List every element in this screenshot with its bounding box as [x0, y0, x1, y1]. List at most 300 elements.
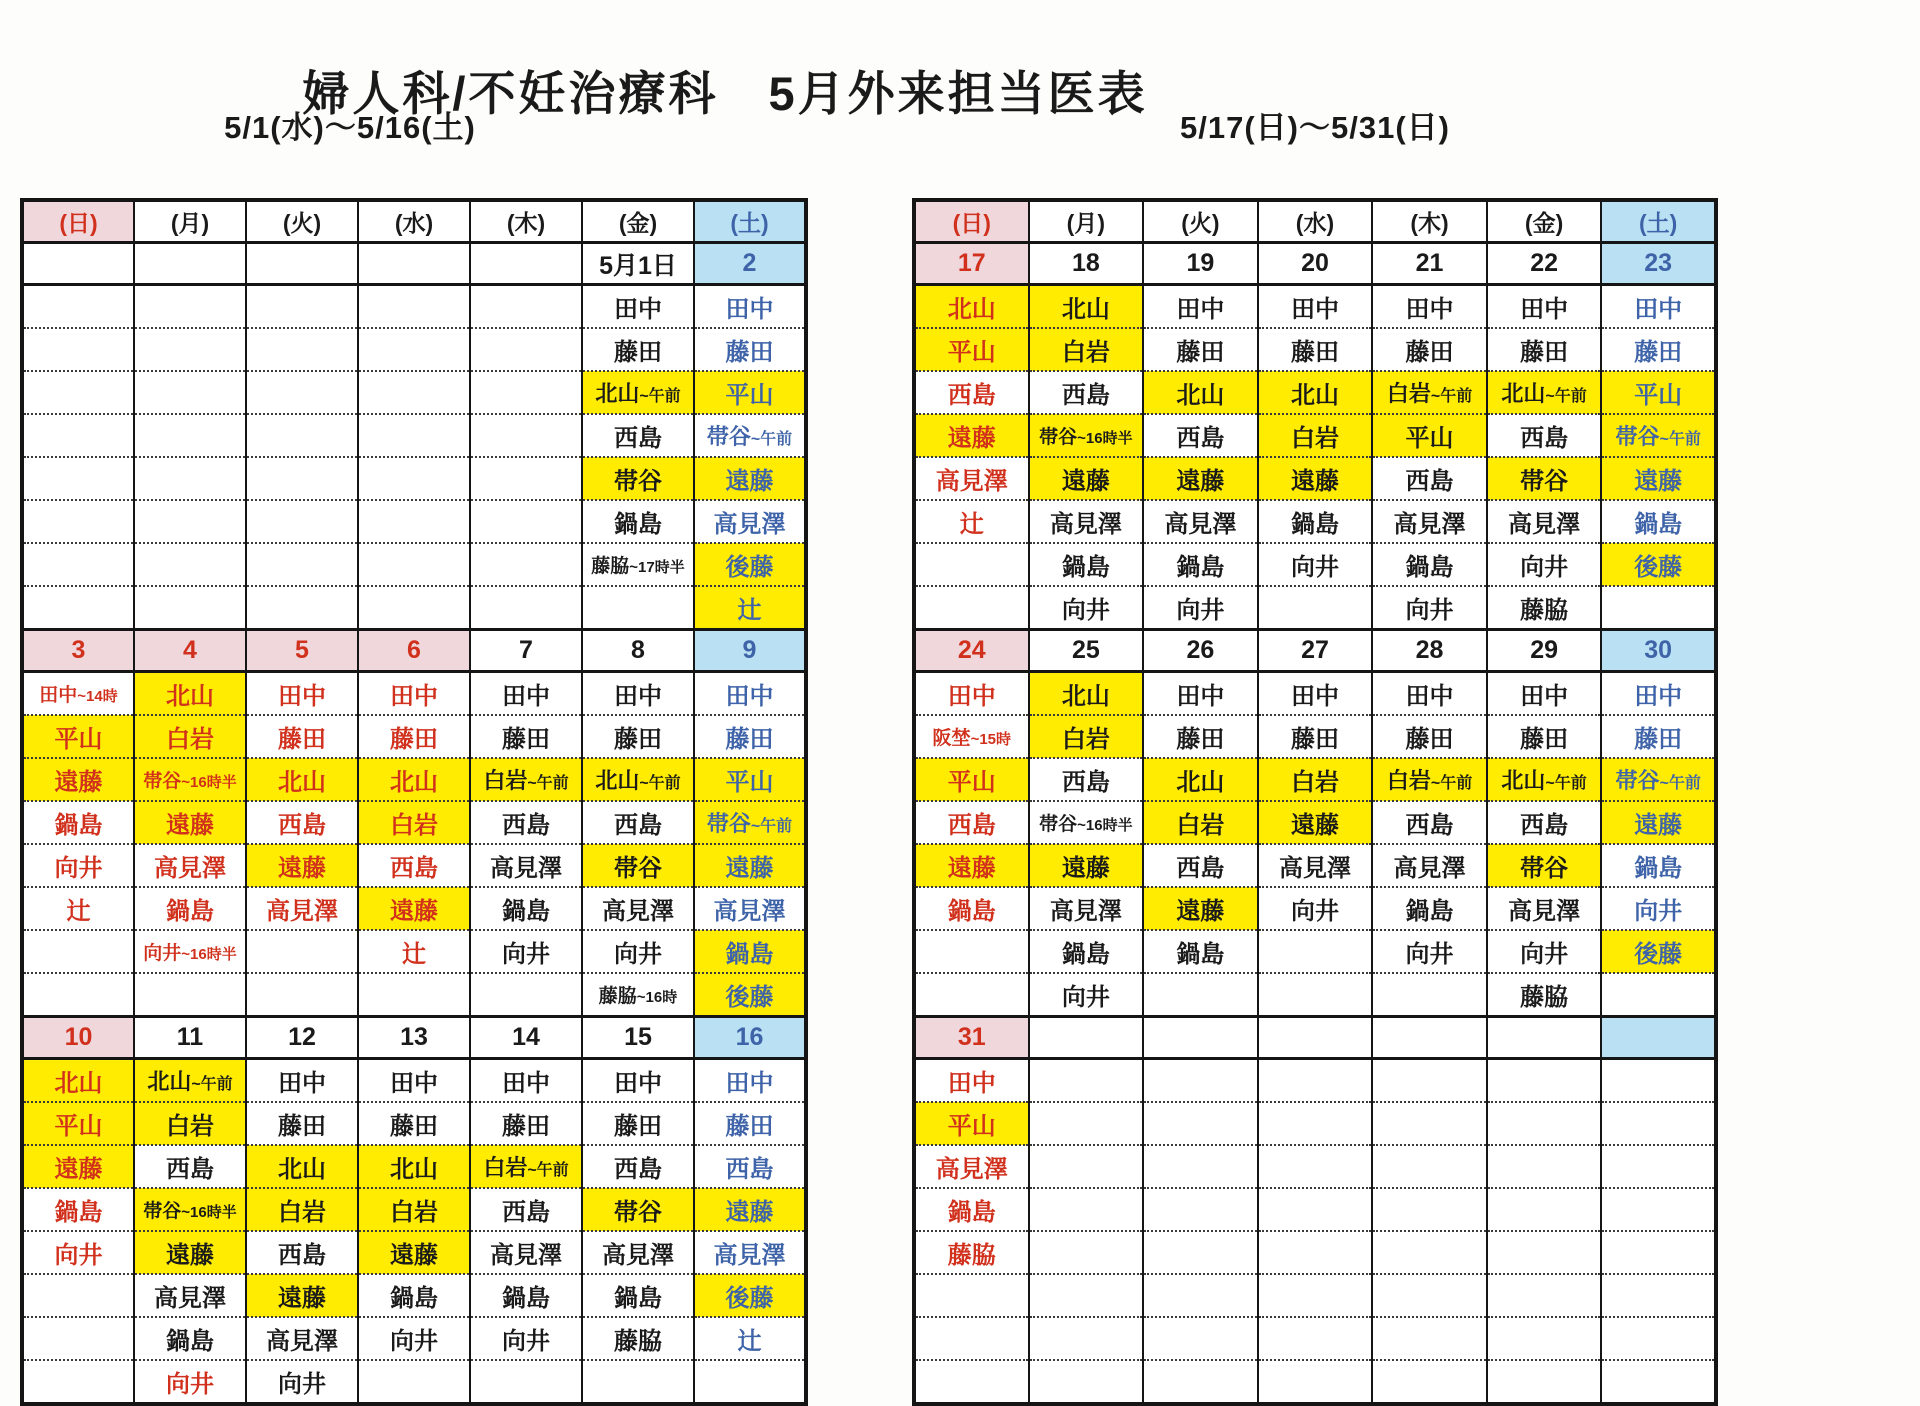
doctor-name: 遠藤	[54, 1156, 103, 1183]
empty-cell	[134, 457, 246, 500]
doctor-name: 遠藤	[1061, 855, 1110, 882]
doctor-cell	[470, 672, 582, 716]
doctor-cell	[1143, 586, 1258, 630]
doctor-name: 田中	[278, 1070, 326, 1097]
doctor-cell	[134, 758, 246, 801]
doctor-cell	[134, 930, 246, 973]
doctor-cell	[1143, 543, 1258, 586]
doctor-cell	[914, 1059, 1029, 1103]
empty-cell	[1143, 1274, 1258, 1317]
empty-cell	[1258, 1059, 1373, 1103]
doctor-cell	[1258, 500, 1373, 543]
doctor-name: 西島	[1520, 812, 1569, 839]
doctor-name: 帯谷	[1615, 768, 1660, 793]
schedule-table-second-half	[912, 198, 1718, 1406]
date-cell: 13	[358, 1017, 470, 1059]
doctor-cell	[1601, 930, 1716, 973]
date-cell: 5月1日	[582, 243, 694, 285]
doctor-cell	[1601, 758, 1716, 801]
doctor-cell	[1029, 543, 1144, 586]
empty-cell	[1372, 973, 1487, 1017]
doctor-name: 遠藤	[725, 1199, 774, 1226]
doctor-name: 遠藤	[1634, 468, 1683, 495]
doctor-cell	[914, 1231, 1029, 1274]
doctor-cell	[694, 371, 806, 414]
doctor-cell	[358, 844, 470, 887]
doctor-name: 遠藤	[1290, 468, 1339, 495]
doctor-cell	[358, 801, 470, 844]
doctor-cell	[694, 1145, 806, 1188]
empty-cell	[22, 328, 134, 371]
empty-cell	[1029, 1360, 1144, 1404]
empty-cell	[1029, 1102, 1144, 1145]
empty-cell	[22, 414, 134, 457]
day-of-week-header: (月)	[1029, 200, 1144, 243]
date-cell: 18	[1029, 243, 1144, 285]
doctor-cell	[1029, 500, 1144, 543]
doctor-name: 高見澤	[713, 1242, 786, 1269]
doctor-cell	[1258, 715, 1373, 758]
day-of-week-header: (日)	[914, 200, 1029, 243]
doctor-cell	[1029, 844, 1144, 887]
empty-cell	[1601, 1317, 1716, 1360]
empty-cell	[1029, 1274, 1144, 1317]
doctor-cell	[1601, 887, 1716, 930]
doctor-cell	[134, 1145, 246, 1188]
doctor-name: 後藤	[725, 984, 774, 1011]
doctor-name: 帯谷	[706, 811, 751, 836]
doctor-cell	[582, 543, 694, 586]
empty-cell	[22, 1317, 134, 1360]
doctor-cell	[1487, 328, 1602, 371]
empty-cell	[1487, 1145, 1602, 1188]
doctor-time-suffix: ~16時	[636, 988, 678, 1006]
doctor-name: 平山	[725, 769, 774, 796]
doctor-cell	[1258, 672, 1373, 716]
doctor-cell	[1029, 328, 1144, 371]
empty-date-cell	[1601, 1017, 1716, 1059]
doctor-name: 藤田	[1176, 339, 1225, 366]
day-of-week-header: (土)	[1601, 200, 1716, 243]
date-cell: 19	[1143, 243, 1258, 285]
doctor-cell	[1029, 414, 1144, 457]
doctor-name: 後藤	[725, 554, 774, 581]
doctor-name: 白岩	[1386, 381, 1431, 406]
doctor-cell	[1372, 887, 1487, 930]
doctor-cell	[1258, 887, 1373, 930]
doctor-cell	[22, 1231, 134, 1274]
doctor-cell	[246, 1102, 358, 1145]
doctor-cell	[1372, 414, 1487, 457]
empty-cell	[358, 371, 470, 414]
doctor-name: 遠藤	[390, 1242, 438, 1269]
empty-cell	[1029, 1317, 1144, 1360]
doctor-cell	[1601, 285, 1716, 329]
doctor-cell	[694, 328, 806, 371]
day-of-week-header: (水)	[1258, 200, 1373, 243]
doctor-name: 鍋島	[54, 812, 103, 839]
doctor-name: 田中	[1520, 296, 1569, 323]
doctor-cell	[22, 1059, 134, 1103]
doctor-name: 高見澤	[154, 1285, 226, 1312]
doctor-name: 高見澤	[602, 1242, 674, 1269]
date-cell: 23	[1601, 243, 1716, 285]
doctor-name: 高見澤	[1393, 511, 1466, 538]
doctor-cell	[358, 1102, 470, 1145]
doctor-name: 遠藤	[947, 425, 996, 452]
empty-date-cell	[470, 243, 582, 285]
doctor-cell	[694, 973, 806, 1017]
doctor-cell	[1372, 500, 1487, 543]
doctor-cell	[134, 1360, 246, 1404]
empty-cell	[1487, 1102, 1602, 1145]
doctor-cell	[1601, 715, 1716, 758]
doctor-time-suffix: ~16時半	[1077, 429, 1133, 447]
doctor-name: 白岩	[1061, 339, 1110, 366]
doctor-name: 帯谷	[143, 770, 182, 792]
empty-cell	[358, 414, 470, 457]
empty-cell	[1487, 1231, 1602, 1274]
doctor-name: 北山	[1176, 769, 1225, 796]
doctor-cell	[914, 500, 1029, 543]
empty-cell	[1487, 1360, 1602, 1404]
empty-cell	[1143, 1102, 1258, 1145]
doctor-name: 北山	[278, 1156, 326, 1183]
doctor-name: 西島	[166, 1156, 214, 1183]
doctor-cell	[1029, 672, 1144, 716]
doctor-cell	[22, 758, 134, 801]
doctor-cell	[22, 672, 134, 716]
doctor-cell	[1487, 715, 1602, 758]
empty-cell	[1258, 1188, 1373, 1231]
date-cell: 7	[470, 630, 582, 672]
date-cell: 11	[134, 1017, 246, 1059]
doctor-name: 遠藤	[725, 855, 774, 882]
doctor-cell	[1601, 414, 1716, 457]
empty-cell	[914, 543, 1029, 586]
empty-cell	[470, 414, 582, 457]
doctor-cell	[1487, 930, 1602, 973]
schedule-table-first-half	[20, 198, 808, 1406]
doctor-name: 藤田	[1405, 726, 1454, 753]
doctor-cell	[134, 672, 246, 716]
doctor-name: 鍋島	[614, 511, 662, 538]
empty-cell	[914, 930, 1029, 973]
empty-cell	[1143, 1231, 1258, 1274]
doctor-name: 帯谷	[1615, 424, 1660, 449]
date-cell: 4	[134, 630, 246, 672]
empty-cell	[1487, 1317, 1602, 1360]
doctor-cell	[134, 1188, 246, 1231]
doctor-name: 白岩	[390, 812, 438, 839]
doctor-name: 遠藤	[278, 855, 326, 882]
doctor-name: 高見澤	[1049, 898, 1122, 925]
doctor-cell	[694, 758, 806, 801]
doctor-cell	[1258, 801, 1373, 844]
doctor-name: 向井	[54, 1242, 103, 1269]
doctor-name: 遠藤	[166, 1242, 214, 1269]
doctor-name: 北山	[595, 381, 640, 406]
empty-cell	[1258, 930, 1373, 973]
empty-cell	[134, 543, 246, 586]
doctor-name: 田中	[947, 683, 996, 710]
doctor-name: 藤田	[1634, 339, 1683, 366]
doctor-time-suffix: ~16時半	[181, 773, 237, 791]
doctor-cell	[914, 328, 1029, 371]
doctor-name: 藤田	[614, 1113, 662, 1140]
doctor-cell	[134, 1231, 246, 1274]
empty-date-cell	[22, 243, 134, 285]
doctor-name: 向井	[1520, 941, 1569, 968]
empty-cell	[470, 586, 582, 630]
doctor-cell	[470, 887, 582, 930]
doctor-cell	[582, 758, 694, 801]
doctor-name: 鍋島	[166, 898, 214, 925]
date-cell: 30	[1601, 630, 1716, 672]
doctor-cell	[582, 328, 694, 371]
doctor-name: 向井	[1634, 898, 1683, 925]
doctor-name: 西島	[947, 382, 996, 409]
doctor-cell	[694, 414, 806, 457]
doctor-cell	[582, 285, 694, 329]
doctor-cell	[470, 1231, 582, 1274]
empty-cell	[1258, 1274, 1373, 1317]
empty-cell	[22, 285, 134, 329]
doctor-cell	[1601, 500, 1716, 543]
doctor-cell	[1143, 328, 1258, 371]
doctor-cell	[914, 801, 1029, 844]
date-cell: 2	[694, 243, 806, 285]
empty-cell	[1601, 586, 1716, 630]
doctor-name: 遠藤	[1634, 812, 1683, 839]
doctor-name: 藤脇	[591, 555, 630, 577]
doctor-name: 遠藤	[278, 1285, 326, 1312]
doctor-cell	[246, 801, 358, 844]
doctor-name: 鍋島	[1176, 941, 1225, 968]
doctor-name: 田中	[1634, 683, 1683, 710]
doctor-name: 西島	[614, 425, 662, 452]
doctor-name: 白岩	[278, 1199, 326, 1226]
doctor-cell	[1143, 930, 1258, 973]
doctor-name: 北山	[54, 1070, 103, 1097]
doctor-name: 藤脇	[598, 985, 637, 1007]
doctor-name: 田中	[278, 683, 326, 710]
doctor-cell	[1143, 500, 1258, 543]
doctor-cell	[582, 672, 694, 716]
doctor-name: 鍋島	[1290, 511, 1339, 538]
empty-cell	[1372, 1059, 1487, 1103]
doctor-name: 藤田	[1176, 726, 1225, 753]
doctor-name: 高見澤	[1393, 855, 1466, 882]
doctor-name: 北山	[390, 769, 438, 796]
empty-date-cell	[1029, 1017, 1144, 1059]
doctor-cell	[246, 1231, 358, 1274]
doctor-cell	[1258, 543, 1373, 586]
doctor-name: 高見澤	[602, 898, 674, 925]
doctor-cell	[582, 1145, 694, 1188]
doctor-time-suffix: ~午前	[191, 1076, 233, 1093]
day-of-week-header: (月)	[134, 200, 246, 243]
doctor-name: 鍋島	[390, 1285, 438, 1312]
schedule-table	[20, 198, 808, 1406]
doctor-cell	[1487, 887, 1602, 930]
doctor-time-suffix: ~午前	[1545, 388, 1587, 405]
date-cell: 22	[1487, 243, 1602, 285]
doctor-name: 高見澤	[713, 898, 786, 925]
doctor-name: 藤脇	[947, 1242, 996, 1269]
doctor-name: 鍋島	[614, 1285, 662, 1312]
doctor-cell	[246, 887, 358, 930]
doctor-cell	[1372, 543, 1487, 586]
doctor-name: 白岩	[390, 1199, 438, 1226]
doctor-cell	[470, 1274, 582, 1317]
doctor-cell	[1372, 328, 1487, 371]
doctor-cell	[470, 715, 582, 758]
doctor-cell	[914, 457, 1029, 500]
doctor-time-suffix: ~午前	[1659, 431, 1701, 448]
doctor-cell	[1143, 672, 1258, 716]
doctor-name: 遠藤	[947, 855, 996, 882]
doctor-name: 田中	[614, 1070, 662, 1097]
doctor-time-suffix: ~17時半	[629, 558, 685, 576]
empty-cell	[1372, 1102, 1487, 1145]
doctor-name: 鍋島	[725, 941, 774, 968]
doctor-cell	[358, 1317, 470, 1360]
doctor-name: 辻	[737, 597, 762, 624]
date-cell: 12	[246, 1017, 358, 1059]
doctor-name: 田中	[390, 1070, 438, 1097]
doctor-cell	[914, 887, 1029, 930]
doctor-cell	[134, 1274, 246, 1317]
doctor-name: 向井	[1061, 597, 1110, 624]
doctor-cell	[1487, 973, 1602, 1017]
empty-cell	[1372, 1145, 1487, 1188]
empty-cell	[358, 1360, 470, 1404]
doctor-cell	[1029, 285, 1144, 329]
doctor-cell	[470, 930, 582, 973]
doctor-cell	[582, 715, 694, 758]
doctor-name: 北山	[390, 1156, 438, 1183]
doctor-name: 遠藤	[1061, 468, 1110, 495]
doctor-cell	[358, 930, 470, 973]
doctor-name: 辻	[66, 898, 91, 925]
doctor-cell	[358, 758, 470, 801]
doctor-name: 田中	[614, 296, 662, 323]
doctor-name: 白岩	[1176, 812, 1225, 839]
empty-cell	[1258, 1231, 1373, 1274]
doctor-cell	[1372, 844, 1487, 887]
empty-cell	[1601, 1360, 1716, 1404]
doctor-time-suffix: ~午前	[1430, 775, 1473, 792]
doctor-name: 向井	[166, 1371, 214, 1398]
doctor-name: 藤田	[502, 726, 550, 753]
doctor-cell	[582, 371, 694, 414]
doctor-time-suffix: ~午前	[639, 388, 681, 405]
doctor-name: 北山	[278, 769, 326, 796]
doctor-name: 藤脇	[614, 1328, 662, 1355]
doctor-cell	[694, 930, 806, 973]
doctor-cell	[1487, 414, 1602, 457]
doctor-cell	[246, 1188, 358, 1231]
doctor-cell	[582, 500, 694, 543]
doctor-cell	[470, 801, 582, 844]
doctor-name: 藤田	[725, 339, 774, 366]
doctor-name: 北山	[1176, 382, 1225, 409]
left-table-date-range: 5/1(水)～5/16(土)	[224, 110, 476, 145]
doctor-name: 辻	[959, 511, 984, 538]
doctor-cell	[246, 672, 358, 716]
empty-cell	[914, 586, 1029, 630]
empty-cell	[1029, 1059, 1144, 1103]
day-of-week-header: (日)	[22, 200, 134, 243]
doctor-name: 田中	[390, 683, 438, 710]
doctor-name: 向井	[1176, 597, 1225, 624]
doctor-name: 鍋島	[1405, 554, 1454, 581]
right-table-date-range: 5/17(日)～5/31(日)	[1180, 110, 1450, 145]
doctor-cell	[22, 1102, 134, 1145]
doctor-name: 白岩	[166, 1113, 214, 1140]
doctor-cell	[246, 1360, 358, 1404]
doctor-name: 平山	[947, 1113, 996, 1140]
doctor-name: 鍋島	[1176, 554, 1225, 581]
empty-cell	[582, 1360, 694, 1404]
doctor-cell	[1601, 801, 1716, 844]
doctor-name: 平山	[947, 769, 996, 796]
doctor-time-suffix: ~14時	[77, 687, 118, 705]
doctor-cell	[694, 887, 806, 930]
doctor-cell	[1029, 758, 1144, 801]
doctor-name: 西島	[1520, 425, 1569, 452]
doctor-name: 藤田	[1520, 339, 1569, 366]
doctor-cell	[358, 672, 470, 716]
doctor-time-suffix: ~午前	[1659, 775, 1701, 792]
doctor-name: 高見澤	[266, 1328, 338, 1355]
empty-cell	[1258, 586, 1373, 630]
empty-cell	[358, 285, 470, 329]
doctor-name: 西島	[502, 812, 550, 839]
empty-cell	[246, 285, 358, 329]
empty-cell	[1258, 1317, 1373, 1360]
empty-cell	[470, 371, 582, 414]
empty-cell	[246, 586, 358, 630]
doctor-time-suffix: ~午前	[527, 1162, 569, 1179]
doctor-cell	[1487, 543, 1602, 586]
empty-cell	[358, 586, 470, 630]
doctor-cell	[134, 715, 246, 758]
empty-cell	[1372, 1274, 1487, 1317]
doctor-cell	[22, 801, 134, 844]
doctor-name: 西島	[1061, 769, 1110, 796]
doctor-cell	[1258, 285, 1373, 329]
doctor-name: 北山	[1501, 381, 1546, 406]
doctor-name: 田中	[725, 296, 774, 323]
empty-cell	[582, 586, 694, 630]
doctor-name: 田中	[1405, 683, 1454, 710]
doctor-name: 田中	[1290, 296, 1339, 323]
doctor-time-suffix: ~午前	[750, 818, 793, 835]
empty-cell	[1143, 1145, 1258, 1188]
empty-date-cell	[246, 243, 358, 285]
doctor-cell	[1487, 844, 1602, 887]
empty-cell	[470, 285, 582, 329]
doctor-cell	[1143, 758, 1258, 801]
doctor-name: 白岩	[1061, 726, 1110, 753]
doctor-cell	[134, 801, 246, 844]
doctor-name: 帯谷	[1039, 426, 1078, 448]
doctor-name: 北山	[1061, 683, 1110, 710]
doctor-name: 向井	[1290, 898, 1339, 925]
doctor-cell	[1372, 371, 1487, 414]
